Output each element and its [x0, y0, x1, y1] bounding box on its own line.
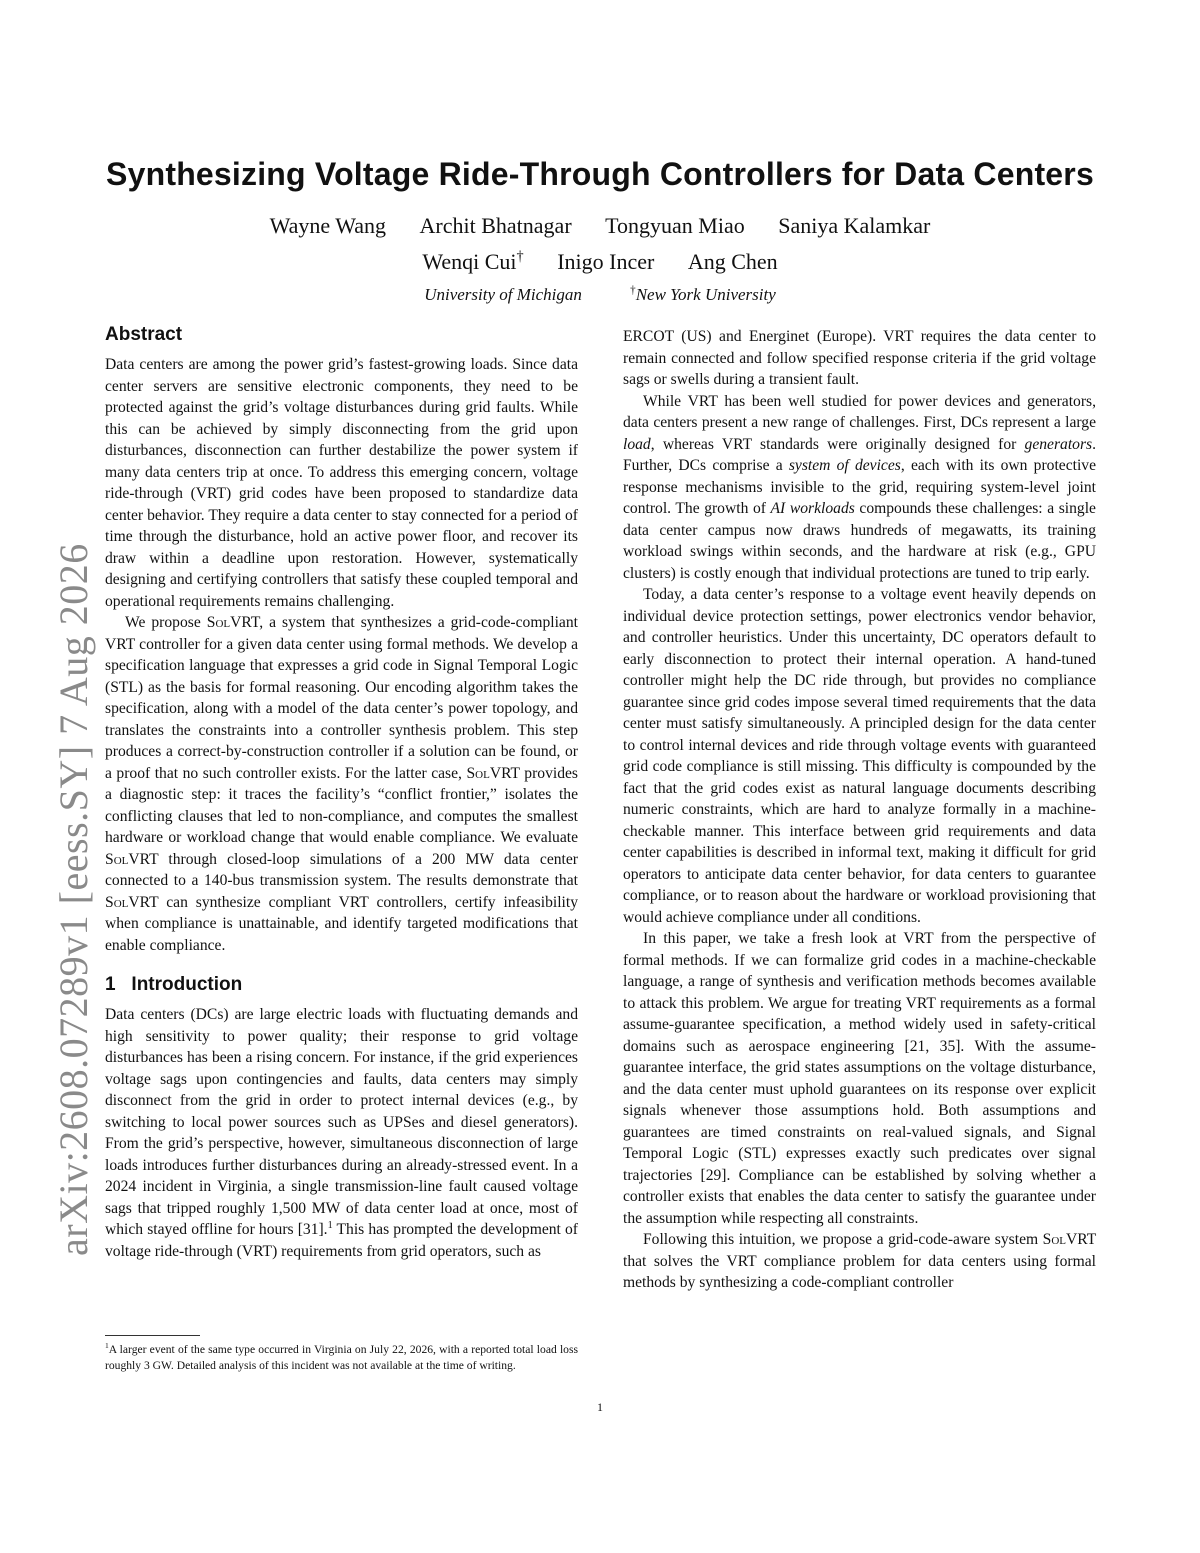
affiliations: [0, 285, 1200, 305]
affiliation-mark: †: [630, 284, 636, 297]
footnote-divider: [105, 1335, 200, 1336]
abstract-paragraph-2: We propose SolVRT, a system that synthesizes a grid-code-compliant VRT controller for a given data center using formal methods. We develop a specification language that expresses a grid code in Signal Temporal Logic (STL) as the basis for formal reasoning. Our encoding algorithm takes the specification, along with a model of the data center’s power topology, and translates the constraints into a controller synthesis problem. This step produces a correct-by-construction controller if a solution can be found, or a proof that no such controller exists. For the latter case, SolVRT provides a diagnostic step: it traces the facility’s “conflict frontier,” isolates the conflicting clauses that led to non-compliance, and computes the smallest hardware or workload change that would enable compliance. We evaluate SolVRT through closed-loop simulations of a 200 MW data center connected to a 140-bus transmission system. The results demonstrate that SolVRT can synthesize compliant VRT controllers, certify infeasibility when compliance is unattainable, and identify targeted modifications that enable compliance.: [105, 614, 578, 954]
affiliation-mark: †: [516, 248, 524, 265]
paper-title: Synthesizing Voltage Ride-Through Controllers for Data Centers: [106, 156, 1094, 192]
intro-paragraph-3: Today, a data center’s response to a voltage event heavily depends on individual device protection settings, power electronics vendor behavior, and controller heuristics. Under this uncertainty, DC operators default to early disconnection to protect their internal operation. A hand-tuned controller might help the DC ride through, but provides no compliance guarantee since grid codes impose several timed requirements that the data center must satisfy simultaneously. A principled design for the data center to control internal devices and ride through voltage events with guaranteed grid code compliance is still missing. This difficulty is compounded by the fact that the grid codes exist as natural language documents describing numeric constraints, which are hard to analyze formally in a machine-checkable manner. This interface between grid requirements and data center capabilities is described in informal text, making it difficult for grid operators to anticipate data center behavior, for data centers to guarantee compliance, or to reason about the hardware or workload provisioning that would achieve compliance under all conditions.: [623, 586, 1096, 926]
abstract-heading: Abstract: [105, 324, 183, 345]
author-list-row-2: [0, 249, 1200, 275]
left-column: [105, 322, 578, 1262]
affiliation: University of Michigan: [424, 285, 582, 304]
author-name: Saniya Kalamkar: [778, 213, 931, 238]
intro-paragraph-2: [623, 391, 1096, 585]
author-name: Archit Bhatnagar: [419, 213, 572, 238]
author-name: Tongyuan Miao: [605, 213, 745, 238]
footnote-number: 1: [105, 1341, 109, 1351]
section-title: Introduction: [131, 974, 243, 995]
emphasis-text: system of devices: [788, 457, 901, 474]
author-name: [422, 249, 523, 274]
intro-paragraph-5: Following this intuition, we propose a grid-code-aware system SolVRT that solves the VRT compliance problem for data centers using formal methods by synthesizing a code-compliant controller: [623, 1231, 1096, 1291]
emphasis-text: AI workloads: [770, 500, 855, 517]
intro-text: This has prompted the development of voltage ride-through (VRT) requirements from grid operators, such as: [105, 1221, 579, 1260]
intro-paragraph-4: In this paper, we take a fresh look at VRT from the perspective of formal methods. If we can formalize grid codes in a machine-checkable language, a range of synthesis and verification methods becomes available to attack this problem. We argue for treating VRT requirements as a formal assume-guarantee specification, a method widely used in safety-critical domains such as aerospace engineering [21, 35]. With the assume-guarantee interface, the grid states assumptions on the voltage disturbance, and the data center must uphold guarantees on its response over explicit signals whenever those assumptions hold. Both assumptions and guarantees are timed constraints on real-valued signals, and Signal Temporal Logic (STL) expresses exactly such predicates over signal trajectories [29]. Compliance can be established by solving whether a controller exists that enables the data center to satisfy the guarantee under the assumption while respecting all constraints.: [623, 930, 1096, 1227]
author-name: Ang Chen: [687, 249, 778, 274]
intro-paragraph-1: [105, 1004, 578, 1262]
affiliation-text: New York University: [635, 285, 776, 304]
footnote-text: A larger event of the same type occurred in Virginia on July 22, 2026, with a reported total load loss roughly 3 GW. Detailed analysis of this incident was not available at the time of writing.: [105, 1343, 578, 1372]
introduction-heading: [105, 972, 578, 998]
footnote-mark: 1: [327, 1219, 333, 1231]
emphasis-text: load: [623, 435, 651, 453]
author-name-text: Wenqi Cui: [422, 249, 517, 274]
body-text: compounds these challenges: a single data center campus now draws hundreds of megawatts, its training workload swings within seconds, and the hardware at risk (e.g., GPU clusters) is costly enough that individual protections are tuned to trip early.: [623, 500, 1096, 582]
body-text: . Further, DCs comprise a: [623, 435, 1096, 474]
emphasis-text: generators: [1024, 435, 1093, 453]
arxiv-identifier: arXiv:2608.07289v1 [eess.SY] 7 Aug 2026: [51, 543, 96, 1256]
right-column: [623, 326, 1096, 1294]
page-number: 1: [597, 1400, 603, 1414]
author-name: Inigo Incer: [557, 249, 655, 274]
author-list-row-1: [0, 213, 1200, 239]
body-text: While VRT has been well studied for power devices and generators, data centers present a new range of challenges. First, DCs represent a large: [623, 392, 1096, 431]
abstract-paragraph-1: Data centers are among the power grid’s fastest-growing loads. Since data center servers are sensitive electronic components, they need to be protected against the grid’s voltage disturbances during grid faults. While this can be achieved by simply disconnecting from the grid upon disturbances, disconnection can further destabilize the power system if many data centers trip at once. To address this emerging concern, voltage ride-through (VRT) grid codes have been proposed to standardize data center behavior. They require a data center to stay connected for a period of time through the disturbance, hold an active power floor, and recover its draw within a deadline upon restoration. However, systematically designing and certifying controllers that satisfy these coupled temporal and operational requirements remains challenging.: [105, 356, 578, 610]
author-name: Wayne Wang: [269, 213, 387, 238]
section-number: 1: [105, 974, 116, 995]
intro-paragraph-continued: ERCOT (US) and Energinet (Europe). VRT requires the data center to remain connected and follow specified response criteria if the grid voltage sags or swells during a transient fault.: [623, 328, 1096, 388]
affiliation: [630, 285, 776, 304]
intro-text: Data centers (DCs) are large electric loads with fluctuating demands and high sensitivity to power quality; their response to grid voltage disturbances has been a rising concern. For instance, if the grid experiences voltage sags upon contingencies and faults, data centers may simply disconnect from the grid in order to protect internal devices (e.g., by switching to local power sources such as UPSes and diesel generators). From the grid’s perspective, however, simultaneous disconnection of large loads introduces further disturbances during an already-stressed event. In a 2024 incident in Virginia, a single transmission-line fault caused voltage sags that tripped roughly 1,500 MW of data center load at once, most of which stayed offline for hours [31].: [105, 1006, 578, 1238]
body-text: , whereas VRT standards were originally designed for: [650, 435, 1025, 453]
footnote: [105, 1342, 578, 1373]
body-text: , each with its own protective response mechanisms invisible to the grid, requiring system-level joint control. The growth of: [623, 457, 1096, 517]
